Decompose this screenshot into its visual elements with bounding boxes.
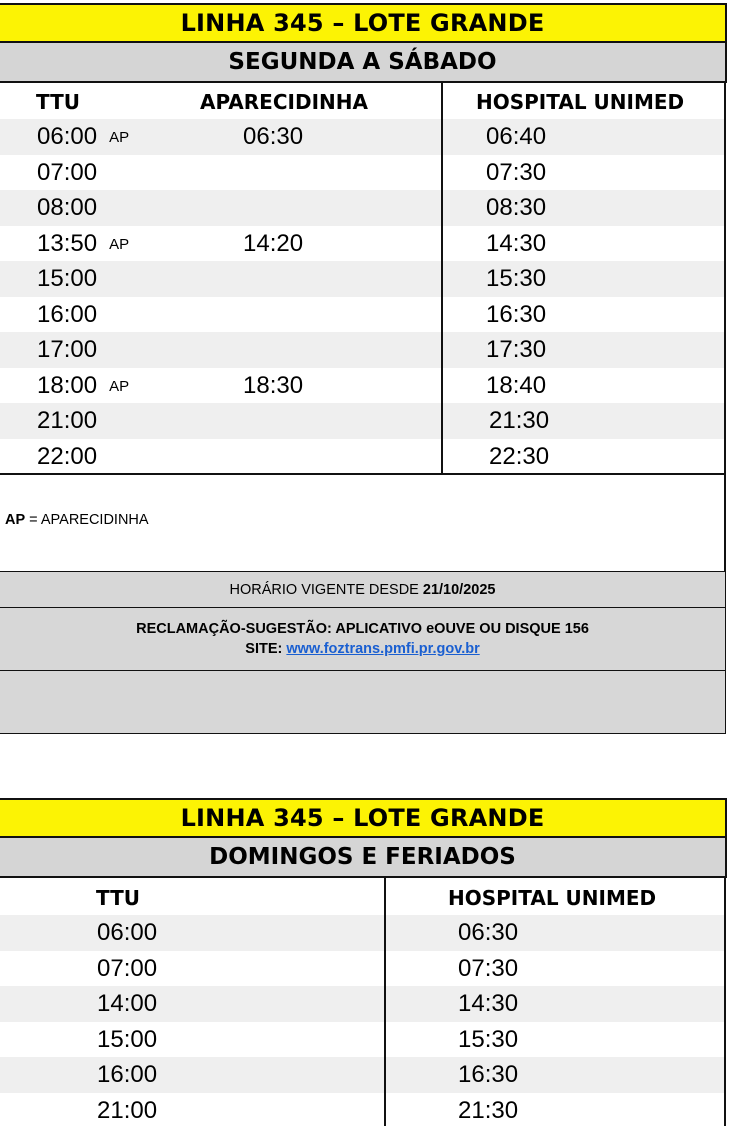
ttu-time-value: 15:00 bbox=[37, 265, 97, 292]
hospital-time: 16:30 bbox=[486, 297, 546, 333]
hospital-time: 21:30 bbox=[489, 403, 549, 439]
holiday-subtitle-text: DOMINGOS E FERIADOS bbox=[209, 844, 516, 870]
valid-since-bar bbox=[0, 571, 726, 608]
table-row bbox=[0, 1093, 725, 1128]
ttu-time-value: 17:00 bbox=[37, 336, 97, 363]
legend-text: = APARECIDINHA bbox=[25, 512, 148, 528]
table-row bbox=[0, 155, 725, 191]
hospital-time: 06:40 bbox=[486, 119, 546, 155]
ttu-time: 15:00 bbox=[97, 1022, 157, 1058]
holiday-header-hospital-unimed: HOSPITAL UNIMED bbox=[448, 886, 656, 910]
ttu-time-value: 07:00 bbox=[37, 159, 97, 186]
table-row bbox=[0, 403, 725, 439]
table-row bbox=[0, 951, 725, 987]
ttu-time: 21:00 bbox=[97, 1093, 157, 1128]
header-hospital-unimed: HOSPITAL UNIMED bbox=[476, 90, 684, 114]
table-row bbox=[0, 261, 725, 297]
table-row bbox=[0, 332, 725, 368]
ttu-time bbox=[37, 403, 97, 439]
ttu-time bbox=[37, 119, 129, 156]
ttu-time: 07:00 bbox=[97, 951, 157, 987]
site-label: SITE: bbox=[245, 641, 286, 657]
ttu-time bbox=[37, 439, 97, 475]
table-row bbox=[0, 915, 725, 951]
ap-marker: AP bbox=[109, 378, 129, 395]
ttu-time: 06:00 bbox=[97, 915, 157, 951]
hospital-time: 14:30 bbox=[486, 226, 546, 262]
ttu-time-value: 16:00 bbox=[37, 301, 97, 328]
contact-bar bbox=[0, 608, 726, 671]
ttu-time-value: 08:00 bbox=[37, 194, 97, 221]
legend bbox=[5, 512, 149, 528]
hospital-time: 15:30 bbox=[458, 1022, 518, 1058]
ttu-time bbox=[37, 368, 129, 405]
ttu-time bbox=[37, 332, 97, 368]
hospital-time: 16:30 bbox=[458, 1057, 518, 1093]
hospital-time: 15:30 bbox=[486, 261, 546, 297]
table-row bbox=[0, 1057, 725, 1093]
header-aparecidinha: APARECIDINHA bbox=[200, 90, 368, 114]
table-row bbox=[0, 226, 725, 262]
table-row bbox=[0, 439, 725, 475]
site-link[interactable]: www.foztrans.pmfi.pr.gov.br bbox=[286, 641, 479, 657]
valid-since-date: 21/10/2025 bbox=[423, 582, 496, 598]
ttu-time-value: 18:00 bbox=[37, 372, 97, 399]
holiday-right-border bbox=[724, 878, 726, 1126]
hospital-time: 14:30 bbox=[458, 986, 518, 1022]
hospital-time: 17:30 bbox=[486, 332, 546, 368]
complaint-text: RECLAMAÇÃO-SUGESTÃO: APLICATIVO eOUVE OU DISQUE 156 bbox=[0, 621, 725, 637]
aparecidinha-time: 14:20 bbox=[243, 226, 303, 262]
aparecidinha-time: 18:30 bbox=[243, 368, 303, 404]
hospital-time: 06:30 bbox=[458, 915, 518, 951]
weekday-column-divider bbox=[441, 83, 443, 474]
weekday-title-text: LINHA 345 – LOTE GRANDE bbox=[181, 9, 545, 37]
aparecidinha-time: 06:30 bbox=[243, 119, 303, 155]
valid-since-label: HORÁRIO VIGENTE DESDE bbox=[230, 582, 423, 598]
holiday-header-ttu: TTU bbox=[96, 886, 140, 910]
site-line bbox=[0, 641, 725, 657]
ttu-time-value: 21:00 bbox=[37, 407, 97, 434]
ttu-time bbox=[37, 226, 129, 263]
table-row bbox=[0, 1022, 725, 1058]
table-row bbox=[0, 986, 725, 1022]
ttu-time bbox=[37, 297, 97, 333]
hospital-time: 21:30 bbox=[458, 1093, 518, 1128]
holiday-title-text: LINHA 345 – LOTE GRANDE bbox=[181, 804, 545, 832]
ttu-time-value: 22:00 bbox=[37, 443, 97, 470]
hospital-time: 08:30 bbox=[486, 190, 546, 226]
ttu-time bbox=[37, 155, 97, 191]
ap-marker: AP bbox=[109, 129, 129, 146]
table-row bbox=[0, 368, 725, 404]
ttu-time: 16:00 bbox=[97, 1057, 157, 1093]
hospital-time: 07:30 bbox=[486, 155, 546, 191]
table-row bbox=[0, 190, 725, 226]
ttu-time-value: 06:00 bbox=[37, 123, 97, 150]
weekday-subtitle bbox=[0, 43, 727, 83]
legend-key: AP bbox=[5, 512, 25, 528]
ttu-time bbox=[37, 190, 97, 226]
weekday-subtitle-text: SEGUNDA A SÁBADO bbox=[228, 49, 496, 75]
empty-gray-bar bbox=[0, 671, 726, 734]
ttu-time: 14:00 bbox=[97, 986, 157, 1022]
ttu-time-value: 13:50 bbox=[37, 230, 97, 257]
table-row bbox=[0, 119, 725, 155]
header-ttu: TTU bbox=[36, 90, 80, 114]
hospital-time: 07:30 bbox=[458, 951, 518, 987]
hospital-time: 22:30 bbox=[489, 439, 549, 475]
weekday-title bbox=[0, 3, 727, 43]
hospital-time: 18:40 bbox=[486, 368, 546, 404]
ttu-time bbox=[37, 261, 97, 297]
holiday-column-divider bbox=[384, 878, 386, 1126]
holiday-title bbox=[0, 798, 727, 838]
weekday-table-bottom-line bbox=[0, 473, 725, 475]
ap-marker: AP bbox=[109, 236, 129, 253]
holiday-subtitle bbox=[0, 838, 727, 878]
table-row bbox=[0, 297, 725, 333]
